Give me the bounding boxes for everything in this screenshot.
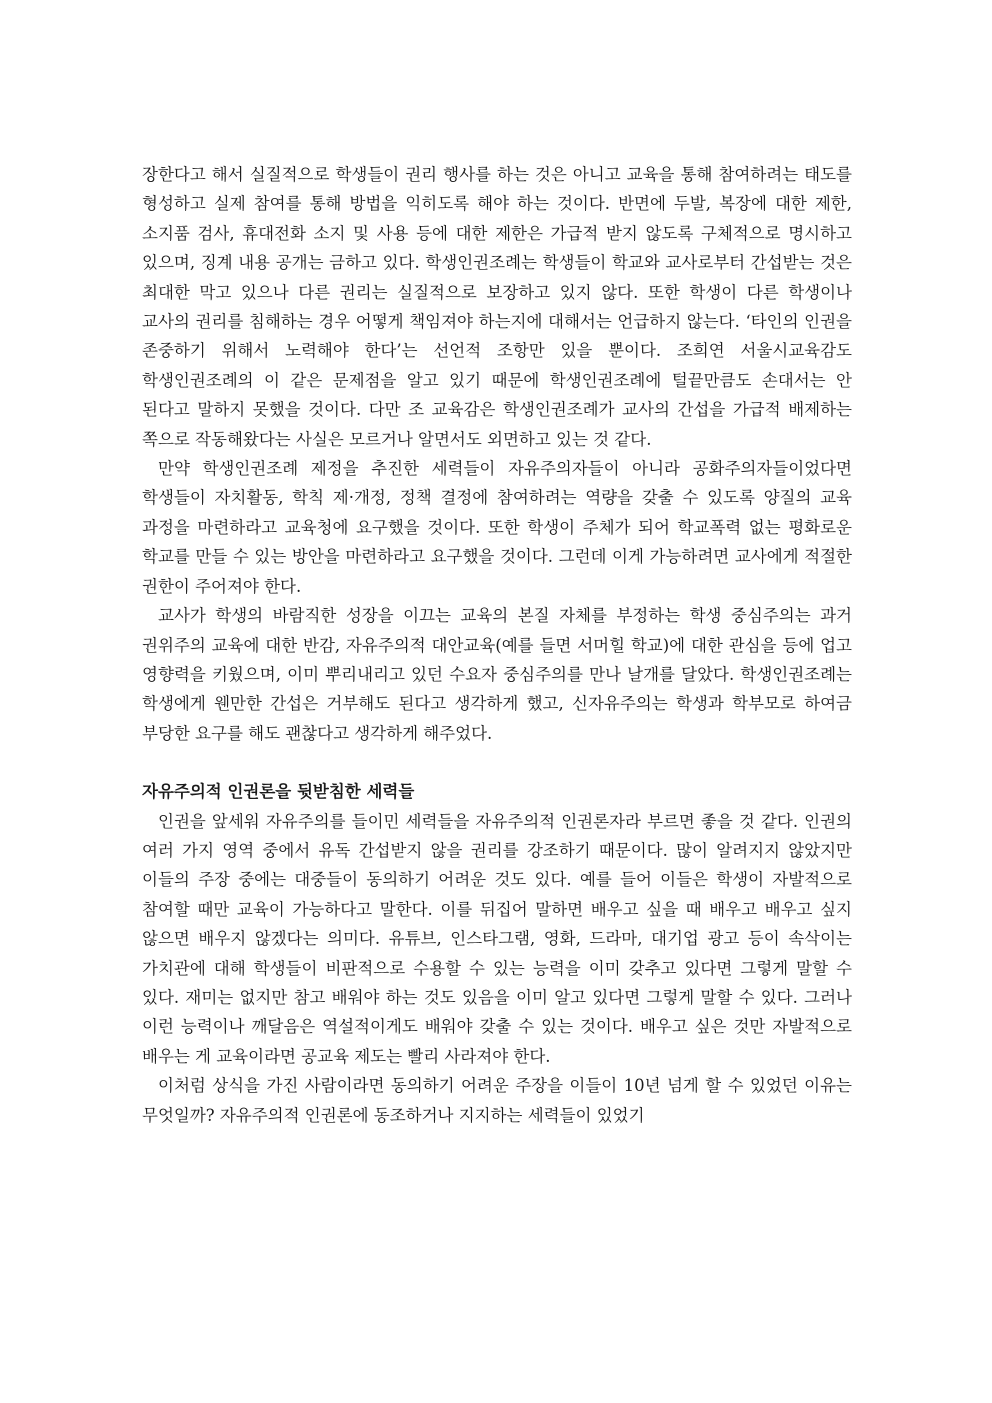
body-paragraph: 장한다고 해서 실질적으로 학생들이 권리 행사를 하는 것은 아니고 교육을 통해 참여하려는 태도를 형성하고 실제 참여를 통해 방법을 익히도록 해야 하는 것이다. 반면에 두발, 복장에 대한 제한, 소지품 검사, 휴대전화 소지 및 사용 등에 대한 제한은 가급적 받지 않도록 구체적으로 명시하고 있으며, 징계 내용 공개는 금하고 있다. 학생인권조례는 학생들이 학교와 교사로부터 간섭받는 것은 최대한 막고 있으나 다른 권리는 실질적으로 보장하고 있지 않다. 또한 학생이 다른 학생이나 교사의 권리를 침해하는 경우 어떻게 책임져야 하는지에 대해서는 언급하지 않는다. ‘타인의 인권을 존중하기 위해서 노력해야 한다’는 선언적 조항만 있을 뿐이다. 조희연 서울시교육감도 학생인권조례의 이 같은 문제점을 알고 있기 때문에 학생인권조례에 털끝만큼도 손대서는 안 된다고 말하지 못했을 것이다. 다만 조 교육감은 학생인권조례가 교사의 간섭을 가급적 배제하는 쪽으로 작동해왔다는 사실은 모르거나 알면서도 외면하고 있는 것 같다. bbox=[142, 165, 852, 449]
document-page bbox=[142, 160, 852, 1130]
body-paragraph: 교사가 학생의 바람직한 성장을 이끄는 교육의 본질 자체를 부정하는 학생 중심주의는 과거 권위주의 교육에 대한 반감, 자유주의적 대안교육(예를 들면 서머힐 학교)에 대한 관심을 등에 업고 영향력을 키웠으며, 이미 뿌리내리고 있던 수요자 중심주의를 만나 날개를 달았다. 학생인권조례는 학생에게 웬만한 간섭은 거부해도 된다고 생각하게 했고, 신자유주의는 학생과 학부모로 하여금 부당한 요구를 해도 괜찮다고 생각하게 해주었다. bbox=[142, 606, 852, 743]
section-heading: 자유주의적 인권론을 뒷받침한 세력들 bbox=[142, 782, 415, 802]
body-paragraph: 인권을 앞세워 자유주의를 들이민 세력들을 자유주의적 인권론자라 부르면 좋을 것 같다. 인권의 여러 가지 영역 중에서 유독 간섭받지 않을 권리를 강조하기 때문이다. 많이 알려지지 않았지만 이들의 주장 중에는 대중들이 동의하기 어려운 것도 있다. 예를 들어 이들은 학생이 자발적으로 참여할 때만 교육이 가능하다고 말한다. 이를 뒤집어 말하면 배우고 싶을 때 배우고 배우고 싶지 않으면 배우지 않겠다는 의미다. 유튜브, 인스타그램, 영화, 드라마, 대기업 광고 등이 속삭이는 가치관에 대해 학생들이 비판적으로 수용할 수 있는 능력을 이미 갖추고 있다면 그렇게 말할 수 있다. 재미는 없지만 참고 배워야 하는 것도 있음을 이미 알고 있다면 그렇게 말할 수 있다. 그러나 이런 능력이나 깨달음은 역설적이게도 배워야 갖출 수 있는 것이다. 배우고 싶은 것만 자발적으로 배우는 게 교육이라면 공교육 제도는 빨리 사라져야 한다. bbox=[142, 811, 852, 1066]
body-paragraph: 만약 학생인권조례 제정을 추진한 세력들이 자유주의자들이 아니라 공화주의자들이었다면 학생들이 자치활동, 학칙 제·개정, 정책 결정에 참여하려는 역량을 갖출 수 있도록 양질의 교육 과정을 마련하라고 교육청에 요구했을 것이다. 또한 학생이 주체가 되어 학교폭력 없는 평화로운 학교를 만들 수 있는 방안을 마련하라고 요구했을 것이다. 그런데 이게 가능하려면 교사에게 적절한 권한이 주어져야 한다. bbox=[142, 459, 852, 596]
body-paragraph: 이처럼 상식을 가진 사람이라면 동의하기 어려운 주장을 이들이 10년 넘게 할 수 있었던 이유는 무엇일까? 자유주의적 인권론에 동조하거나 지지하는 세력들이 있었기 bbox=[142, 1076, 852, 1125]
